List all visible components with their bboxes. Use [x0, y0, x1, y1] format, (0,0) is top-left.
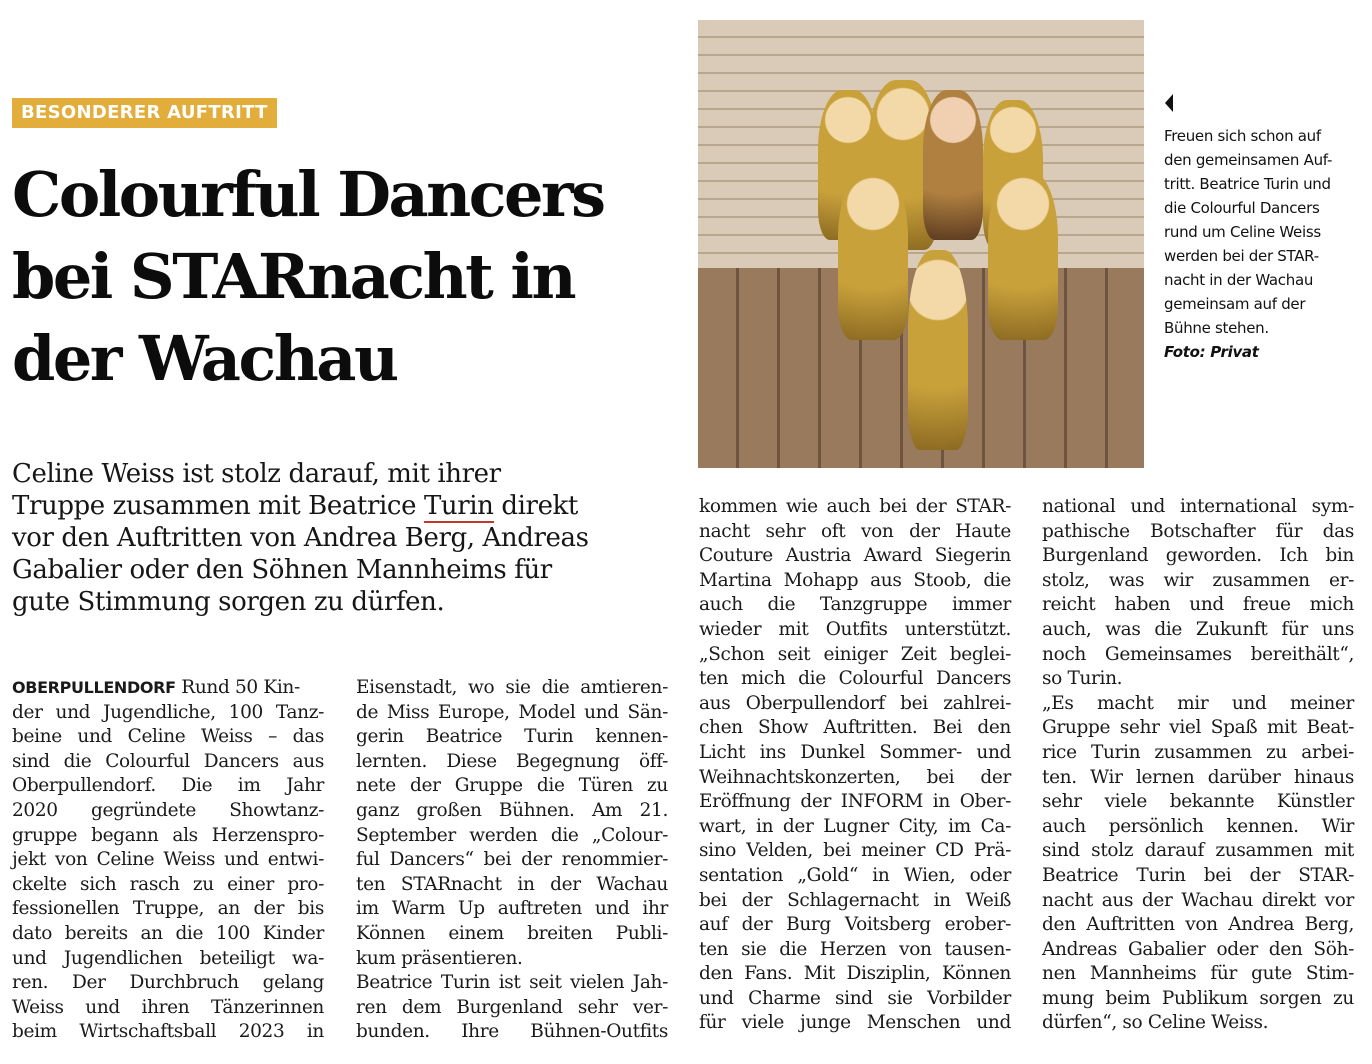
body-line: ckelte sich rasch zu einer pro-	[12, 873, 324, 895]
caption-line: Freuen sich schon auf	[1164, 127, 1321, 145]
body-line: den Auftritten von Andrea Berg,	[1042, 914, 1354, 936]
body-line: aus Oberpullendorf bei zahlrei-	[699, 692, 1011, 714]
caption-line: nacht in der Wachau	[1164, 271, 1314, 289]
body-line: bunden. Ihre Bühnen-Outfits	[356, 1021, 668, 1043]
body-line: reicht haben und freue mich	[1042, 594, 1354, 616]
lead-line: vor den Auftritten von Andrea Berg, Andreas	[12, 523, 589, 553]
body-line: Burgenland geworden. Ich bin	[1042, 545, 1354, 567]
lead-paragraph	[12, 458, 682, 618]
caption-line: die Colourful Dancers	[1164, 199, 1320, 217]
body-line: gruppe begann als Herzenspro-	[12, 824, 324, 846]
headline-line: Colourful Dancers	[12, 158, 604, 231]
dateline: OBERPULLENDORF	[12, 678, 176, 697]
body-line: nacht aus der Wachau direkt vor	[1042, 889, 1354, 911]
body-line: ten STARnacht in der Wachau	[356, 873, 668, 895]
body-line: auf der Burg Voitsberg erober-	[699, 914, 1011, 936]
body-line: wart, in der Lugner City, im Ca-	[699, 815, 1011, 837]
underlined-name: Turin	[423, 491, 494, 521]
body-line: sind stolz darauf zusammen mit	[1042, 840, 1354, 862]
kicker-label: BESONDERER AUFTRITT	[12, 98, 277, 128]
body-line: dato bereits an die 100 Kinder	[12, 922, 324, 944]
caption-line: rund um Celine Weiss	[1164, 223, 1321, 241]
body-column-3	[699, 495, 1011, 1036]
body-line: Eröffnung der INFORM in Ober-	[699, 791, 1011, 813]
lead-line: Celine Weiss ist stolz darauf, mit ihrer	[12, 459, 501, 489]
caption-line: gemeinsam auf der	[1164, 295, 1306, 313]
lead-line: Gabalier oder den Söhnen Mannheims für	[12, 555, 552, 585]
dancers-photo	[698, 20, 1144, 468]
dancer-figure	[838, 170, 908, 340]
caption-pointer-icon	[1165, 94, 1173, 112]
body-line: sentation „Gold“ in Wien, oder	[699, 864, 1011, 886]
lead-line: gute Stimmung sorgen zu dürfen.	[12, 587, 445, 617]
body-line: Beatrice Turin bei der STAR-	[1042, 864, 1354, 886]
body-line: nacht sehr oft von der Haute	[699, 520, 1011, 542]
body-line: kum präsentieren.	[356, 947, 523, 969]
dancer-figure	[908, 250, 968, 450]
body-line: noch Gemeinsames bereithält“,	[1042, 643, 1354, 665]
body-line: ten mich die Colourful Dancers	[699, 668, 1011, 690]
body-line: bei der Schlagernacht in Weiß	[699, 889, 1011, 911]
photo-credit: Foto: Privat	[1164, 343, 1259, 361]
body-line: Couture Austria Award Siegerin	[699, 545, 1011, 567]
body-line: kommen wie auch bei der STAR-	[699, 496, 1011, 517]
lead-line	[12, 490, 682, 522]
body-line: pathische Botschafter für das	[1042, 520, 1354, 542]
body-line: und Jugendlichen beteiligt wa-	[12, 947, 324, 969]
body-line: im Warm Up auftreten und ihr	[356, 898, 668, 920]
body-line: lernten. Diese Begegnung öff-	[356, 750, 668, 772]
body-line: sino Velden, bei meiner CD Prä-	[699, 840, 1011, 862]
body-line: ful Dancers“ bei der renommier-	[356, 849, 668, 871]
body-line: gerin Beatrice Turin kennen-	[356, 726, 668, 748]
caption-line: tritt. Beatrice Turin und	[1164, 175, 1331, 193]
body-line: ten. Wir lernen darüber hinaus	[1042, 766, 1354, 788]
body-line: „Es macht mir und meiner	[1042, 692, 1354, 714]
body-line: ten sie die Herzen von tausen-	[699, 938, 1011, 960]
body-line: Gruppe sehr viel Spaß mit Beat-	[1042, 717, 1354, 739]
body-line: ganz großen Bühnen. Am 21.	[356, 799, 668, 821]
body-line: stolz, was wir zusammen er-	[1042, 569, 1354, 591]
body-line: Beatrice Turin ist seit vielen Jah-	[356, 972, 668, 994]
body-line: Eisenstadt, wo sie die amtieren-	[356, 677, 668, 698]
body-line: der und Jugendliche, 100 Tanz-	[12, 701, 324, 723]
body-line: den Fans. Mit Disziplin, Können	[699, 963, 1011, 985]
body-line: beine und Celine Weiss – das	[12, 726, 324, 748]
body-column-1	[12, 676, 324, 1045]
body-line: Oberpullendorf. Die im Jahr	[12, 775, 324, 797]
headline-line: bei STARnacht in	[12, 240, 575, 313]
body-line: fessionellen Truppe, an der bis	[12, 898, 324, 920]
body-line: auch persönlich kennen. Wir	[1042, 815, 1354, 837]
photo-caption	[1164, 124, 1364, 364]
body-line: Können einem breiten Publi-	[356, 922, 668, 944]
body-line: Licht ins Dunkel Sommer- und	[699, 741, 1011, 763]
body-line: „Schon seit einiger Zeit beglei-	[699, 643, 1011, 665]
body-line: nete der Gruppe die Türen zu	[356, 775, 668, 797]
body-line: national und international sym-	[1042, 496, 1354, 517]
body-line: Martina Mohapp aus Stoob, die	[699, 569, 1011, 591]
body-line: Weihnachtskonzerten, bei der	[699, 766, 1011, 788]
caption-line: Bühne stehen.	[1164, 319, 1269, 337]
dancer-figure	[988, 170, 1058, 340]
body-line	[12, 676, 324, 701]
body-line: 2020 gegründete Showtanz-	[12, 799, 324, 821]
body-column-4	[1042, 495, 1354, 1036]
body-line: chen Show Auftritten. Bei den	[699, 717, 1011, 739]
body-line: ren. Der Durchbruch gelang	[12, 972, 324, 994]
headline-line: der Wachau	[12, 322, 397, 395]
dancer-figure	[923, 90, 983, 240]
body-line: und Charme sind sie Vorbilder	[699, 987, 1011, 1009]
body-line: dürfen“, so Celine Weiss.	[1042, 1012, 1269, 1034]
body-line: ren dem Burgenland sehr ver-	[356, 996, 668, 1018]
body-line: auch die Tanzgruppe immer	[699, 594, 1011, 616]
headline	[12, 154, 692, 400]
body-line: jekt von Celine Weiss und entwi-	[12, 849, 324, 871]
body-line: de Miss Europe, Model und Sän-	[356, 701, 668, 723]
body-line: Weiss und ihren Tänzerinnen	[12, 996, 324, 1018]
body-line: beim Wirtschaftsball 2023 in	[12, 1021, 324, 1043]
body-column-2	[356, 676, 668, 1045]
body-line: mung beim Publikum sorgen zu	[1042, 987, 1354, 1009]
body-line: für viele junge Menschen und	[699, 1012, 1011, 1034]
body-line: rice Turin zusammen zu arbei-	[1042, 741, 1354, 763]
body-line: nen Mannheims für gute Stim-	[1042, 963, 1354, 985]
body-line: so Turin.	[1042, 668, 1123, 690]
lead-text: direkt	[493, 491, 578, 521]
lead-text: Truppe zusammen mit Beatrice	[12, 491, 424, 521]
body-line: Andreas Gabalier oder den Söh-	[1042, 938, 1354, 960]
body-line: auch, was die Zukunft für uns	[1042, 618, 1354, 640]
body-text: Rund 50 Kin-	[175, 677, 300, 698]
body-line: September werden die „Colour-	[356, 824, 668, 846]
body-line: sehr viele bekannte Künstler	[1042, 791, 1354, 813]
caption-line: werden bei der STAR-	[1164, 247, 1319, 265]
body-line: wieder mit Outfits unterstützt.	[699, 618, 1011, 640]
caption-line: den gemeinsamen Auf-	[1164, 151, 1333, 169]
body-line: sind die Colourful Dancers aus	[12, 750, 324, 772]
